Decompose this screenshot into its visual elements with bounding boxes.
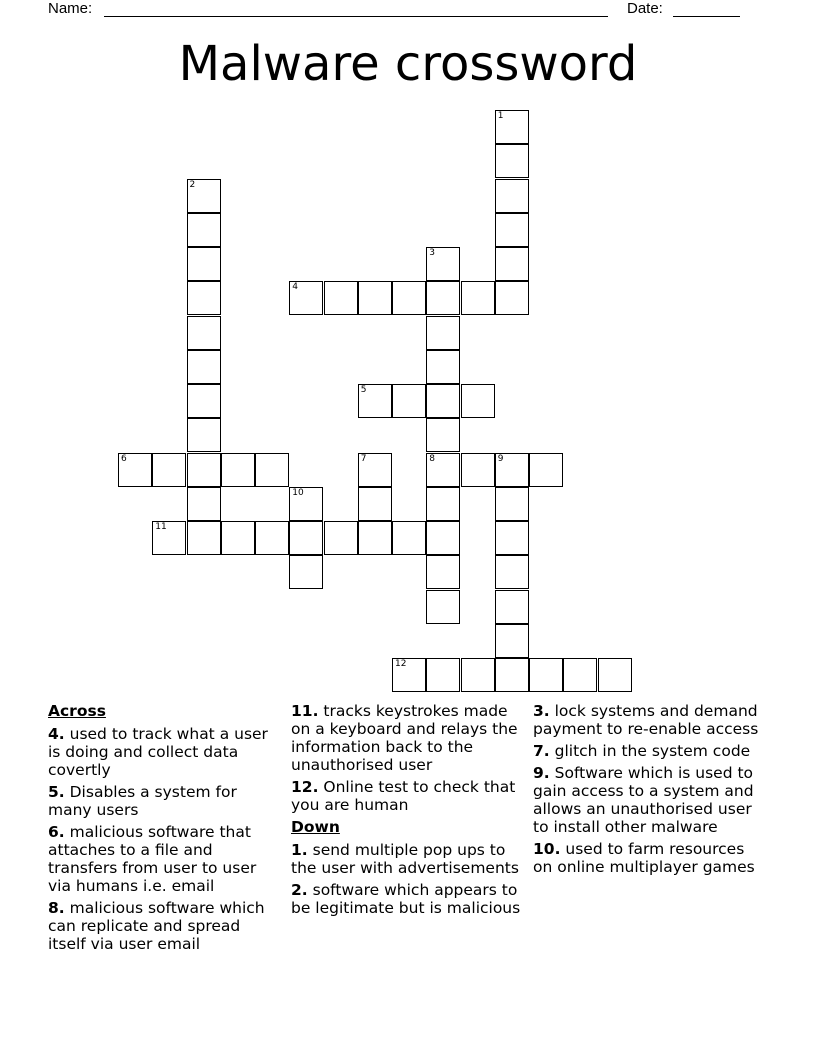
clue-down-1	[291, 841, 523, 877]
grid-cell[interactable]	[495, 658, 529, 692]
cell-number: 4	[292, 282, 298, 293]
grid-cell[interactable]	[187, 418, 221, 452]
grid-cell[interactable]	[461, 453, 495, 487]
grid-cell[interactable]	[495, 521, 529, 555]
grid-cell[interactable]	[358, 281, 392, 315]
clue-number: 3.	[533, 702, 550, 720]
grid-cell[interactable]	[426, 350, 460, 384]
clue-number: 6.	[48, 823, 65, 841]
clue-down-10	[533, 840, 765, 876]
grid-cell[interactable]	[426, 555, 460, 589]
clue-across-12	[291, 778, 523, 814]
clue-text: software which appears to be legitimate but is malicious	[291, 881, 521, 917]
grid-cell[interactable]	[187, 281, 221, 315]
grid-cell[interactable]	[187, 316, 221, 350]
cell-number: 6	[121, 453, 127, 464]
grid-cell[interactable]	[358, 487, 392, 521]
grid-cell[interactable]	[392, 521, 426, 555]
clue-text: Disables a system for many users	[48, 783, 237, 819]
grid-cell[interactable]	[426, 487, 460, 521]
clue-number: 12.	[291, 778, 319, 796]
grid-cell[interactable]	[426, 590, 460, 624]
clue-number: 8.	[48, 899, 65, 917]
cell-number: 8	[429, 453, 435, 464]
grid-cell[interactable]	[495, 453, 529, 487]
cell-number: 12	[395, 659, 407, 669]
grid-cell[interactable]	[255, 453, 289, 487]
grid-cell[interactable]	[426, 658, 460, 692]
grid-cell[interactable]	[495, 555, 529, 589]
grid-cell[interactable]	[255, 521, 289, 555]
grid-cell[interactable]	[187, 521, 221, 555]
grid-cell[interactable]	[495, 144, 529, 178]
grid-cell[interactable]	[392, 281, 426, 315]
clue-across-11	[291, 702, 523, 774]
grid-cell[interactable]	[392, 658, 426, 692]
date-label: Date:	[627, 0, 663, 17]
grid-cell[interactable]	[529, 658, 563, 692]
grid-cell[interactable]	[289, 487, 323, 521]
clue-down-7	[533, 742, 765, 760]
grid-cell[interactable]	[495, 624, 529, 658]
clue-text: send multiple pop ups to the user with advertisements	[291, 841, 519, 877]
grid-cell[interactable]	[495, 487, 529, 521]
puzzle-title: Malware crossword	[178, 36, 638, 92]
clue-column-middle	[291, 702, 523, 921]
name-label: Name:	[48, 0, 93, 17]
clue-text: malicious software that attaches to a file and transfers from user to user via humans i.e. email	[48, 823, 257, 895]
grid-cell[interactable]	[152, 521, 186, 555]
clue-number: 7.	[533, 742, 550, 760]
clue-across-6	[48, 823, 280, 895]
cell-number: 5	[360, 385, 367, 395]
down-heading: Down	[291, 818, 340, 836]
grid-cell[interactable]	[289, 555, 323, 589]
clue-text: used to track what a user is doing and collect data covertly	[48, 725, 268, 779]
clue-text: Online test to check that you are human	[291, 778, 516, 814]
grid-cell[interactable]	[426, 316, 460, 350]
clue-number: 2.	[291, 881, 308, 899]
cell-number: 10	[292, 487, 304, 498]
grid-cell[interactable]	[461, 281, 495, 315]
grid-cell[interactable]	[495, 179, 529, 213]
grid-cell[interactable]	[358, 384, 392, 418]
clue-number: 5.	[48, 783, 65, 801]
grid-cell[interactable]	[495, 213, 529, 247]
grid-cell[interactable]	[495, 590, 529, 624]
clue-number: 1.	[291, 841, 308, 859]
grid-cell[interactable]	[426, 384, 460, 418]
clue-text: Software which is used to gain access to a system and allows an unauthorised user to install other malware	[533, 764, 754, 836]
grid-cell[interactable]	[426, 281, 460, 315]
cell-number: 7	[360, 453, 367, 464]
grid-cell[interactable]	[426, 418, 460, 452]
clue-across-4	[48, 725, 280, 779]
cell-number: 11	[155, 522, 167, 532]
grid-cell[interactable]	[118, 453, 152, 487]
grid-cell[interactable]	[495, 247, 529, 281]
across-heading: Across	[48, 702, 106, 720]
grid-cell[interactable]	[461, 384, 495, 418]
clue-number: 10.	[533, 840, 561, 858]
grid-cell[interactable]	[221, 521, 255, 555]
grid-cell[interactable]	[187, 384, 221, 418]
grid-cell[interactable]	[289, 281, 323, 315]
grid-cell[interactable]	[289, 521, 323, 555]
clue-text: used to farm resources on online multiplayer games	[533, 840, 755, 876]
clue-number: 9.	[533, 764, 550, 782]
grid-cell[interactable]	[187, 350, 221, 384]
grid-cell[interactable]	[187, 213, 221, 247]
grid-cell[interactable]	[495, 281, 529, 315]
grid-cell[interactable]	[187, 247, 221, 281]
clue-number: 11.	[291, 702, 319, 720]
clue-column-left	[48, 702, 280, 957]
grid-cell[interactable]	[187, 179, 221, 213]
grid-cell[interactable]	[221, 453, 255, 487]
grid-cell[interactable]	[495, 110, 529, 144]
grid-cell[interactable]	[152, 453, 186, 487]
clue-down-2	[291, 881, 523, 917]
clue-down-9	[533, 764, 765, 836]
grid-cell[interactable]	[426, 247, 460, 281]
grid-cell[interactable]	[358, 453, 392, 487]
cell-number: 1	[497, 111, 504, 121]
clue-column-right	[533, 702, 765, 880]
clue-text: malicious software which can replicate and spread itself via user email	[48, 899, 265, 953]
grid-cell[interactable]	[563, 658, 597, 692]
grid-cell[interactable]	[392, 384, 426, 418]
grid-cell[interactable]	[426, 521, 460, 555]
clue-text: glitch in the system code	[554, 742, 751, 760]
clue-text: lock systems and demand payment to re-enable access	[533, 702, 759, 738]
cell-number: 3	[429, 248, 435, 258]
grid-cell[interactable]	[358, 521, 392, 555]
cell-number: 2	[189, 179, 196, 190]
clue-down-3	[533, 702, 765, 738]
grid-cell[interactable]	[529, 453, 563, 487]
clue-across-8	[48, 899, 280, 953]
grid-cell[interactable]	[187, 453, 221, 487]
grid-cell[interactable]	[426, 453, 460, 487]
grid-cell[interactable]	[324, 521, 358, 555]
clue-across-5	[48, 783, 280, 819]
cell-number: 9	[497, 453, 504, 464]
clue-number: 4.	[48, 725, 65, 743]
grid-cell[interactable]	[187, 487, 221, 521]
clue-text: tracks keystrokes made on a keyboard and relays the information back to the unauthorised user	[291, 702, 518, 774]
grid-cell[interactable]	[324, 281, 358, 315]
grid-cell[interactable]	[461, 658, 495, 692]
grid-cell[interactable]	[598, 658, 632, 692]
